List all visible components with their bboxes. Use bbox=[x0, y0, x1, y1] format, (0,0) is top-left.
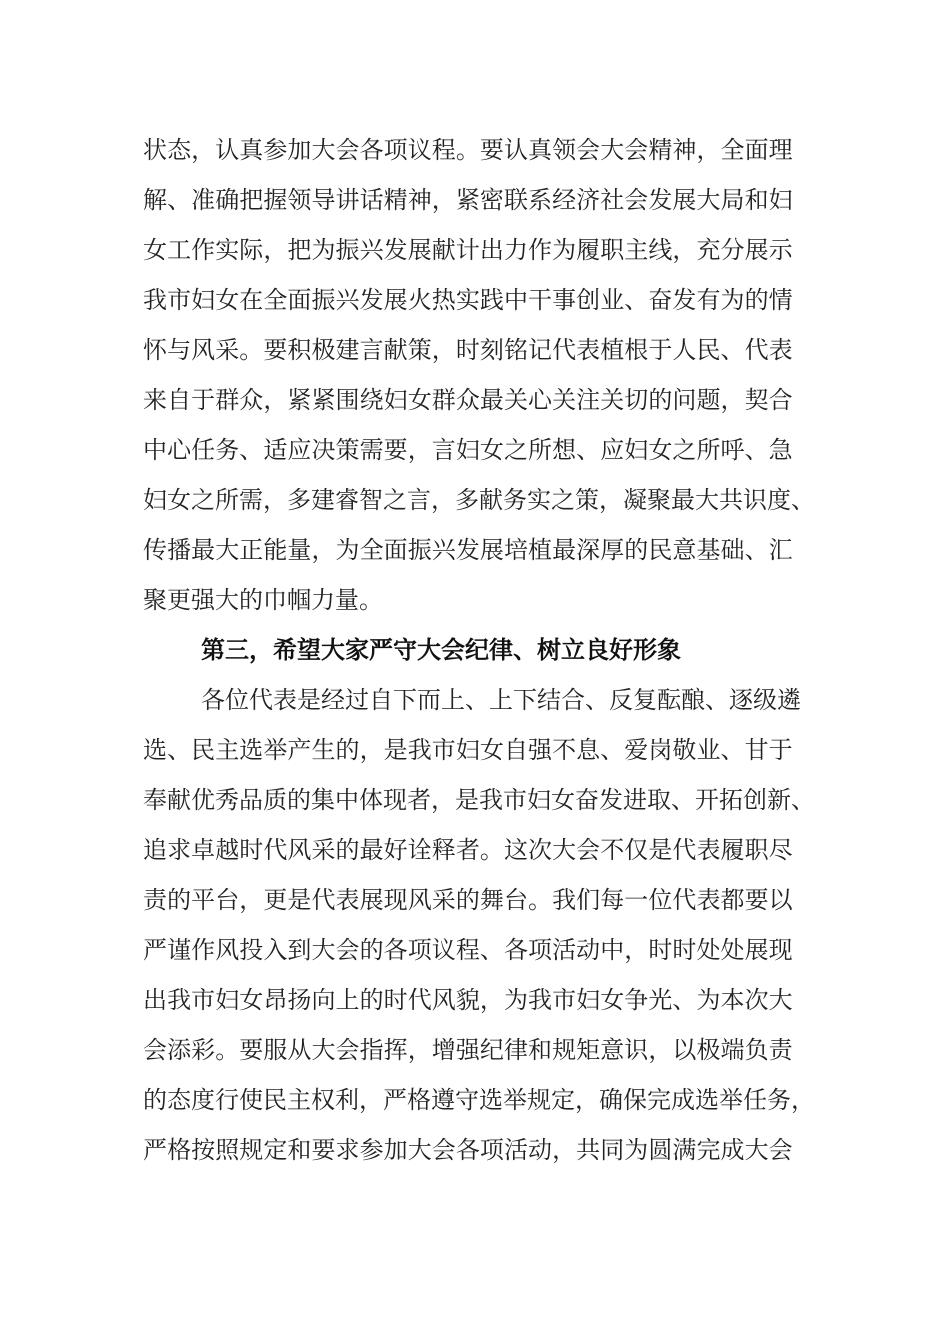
paragraph-1-line-1: 状 态 ， 认 真 参 加 大 会 各 项 议 程 。 要 认 真 领 会 大 会 精 神 ， 全 面 理 bbox=[143, 136, 793, 164]
paragraph-2-line-1: 各位代表是经过自下而上、上下结合、反复酝酿、逐级遴 bbox=[201, 686, 801, 714]
paragraph-1-line-9: 传 播 最 大 正 能 量 ， 为 全 面 振 兴 发 展 培 植 最 深 厚 的 民 意 基 础 、 汇 bbox=[143, 536, 793, 564]
paragraph-1-line-8: 妇 女 之 所 需 ， 多 建 睿 智 之 言 ， 多 献 务 实 之 策 ， 凝 聚 最 大 共 识 度 、 bbox=[143, 486, 815, 514]
paragraph-1-line-5: 怀 与 风 采 。 要 积 极 建 言 献 策 ， 时 刻 铭 记 代 表 植 根 于 人 民 、 代 表 bbox=[143, 336, 793, 364]
paragraph-1-line-7: 中 心 任 务 、 适 应 决 策 需 要 ， 言 妇 女 之 所 想 、 应 妇 女 之 所 呼 、 急 bbox=[143, 436, 793, 464]
paragraph-2-line-2: 选 、 民 主 选 举 产 生 的 ， 是 我 市 妇 女 自 强 不 息 、 爱 岗 敬 业 、 甘 于 bbox=[143, 736, 793, 764]
paragraph-2-line-10: 严 格 按 照 规 定 和 要 求 参 加 大 会 各 项 活 动 ， 共 同 为 圆 满 完 成 大 会 bbox=[143, 1136, 793, 1164]
section-heading: 第三，希望大家严守大会纪律、树立良好形象 bbox=[201, 636, 681, 664]
paragraph-1-line-2: 解 、 准 确 把 握 领 导 讲 话 精 神 ， 紧 密 联 系 经 济 社 会 发 展 大 局 和 妇 bbox=[143, 186, 793, 214]
paragraph-1-line-6: 来 自 于 群 众 ， 紧 紧 围 绕 妇 女 群 众 最 关 心 关 注 关 切 的 问 题 ， 契 合 bbox=[143, 386, 793, 414]
paragraph-1-line-4: 我 市 妇 女 在 全 面 振 兴 发 展 火 热 实 践 中 干 事 创 业 、 奋 发 有 为 的 情 bbox=[143, 286, 793, 314]
paragraph-1-line-10: 聚更强大的巾帼力量。 bbox=[143, 586, 383, 614]
paragraph-1-line-3: 女 工 作 实 际 ， 把 为 振 兴 发 展 献 计 出 力 作 为 履 职 主 线 ， 充 分 展 示 bbox=[143, 236, 793, 264]
paragraph-2-line-5: 责 的 平 台 ， 更 是 代 表 展 现 风 采 的 舞 台 。 我 们 每 一 位 代 表 都 要 以 bbox=[143, 886, 793, 914]
paragraph-2-line-6: 严 谨 作 风 投 入 到 大 会 的 各 项 议 程 、 各 项 活 动 中 ， 时 时 处 处 展 现 bbox=[143, 936, 793, 964]
paragraph-2-line-3: 奉 献 优 秀 品 质 的 集 中 体 现 者 ， 是 我 市 妇 女 奋 发 进 取 、 开 拓 创 新 、 bbox=[143, 786, 815, 814]
paragraph-2-line-9: 的 态 度 行 使 民 主 权 利 ， 严 格 遵 守 选 举 规 定 ， 确 保 完 成 选 举 任 务 ， bbox=[143, 1086, 815, 1114]
paragraph-2-line-8: 会 添 彩 。 要 服 从 大 会 指 挥 ， 增 强 纪 律 和 规 矩 意 识 ， 以 极 端 负 责 bbox=[143, 1036, 793, 1064]
paragraph-2-line-7: 出 我 市 妇 女 昂 扬 向 上 的 时 代 风 貌 ， 为 我 市 妇 女 争 光 、 为 本 次 大 bbox=[143, 986, 793, 1014]
paragraph-2-line-4: 追 求 卓 越 时 代 风 采 的 最 好 诠 释 者 。 这 次 大 会 不 仅 是 代 表 履 职 尽 bbox=[143, 836, 793, 864]
